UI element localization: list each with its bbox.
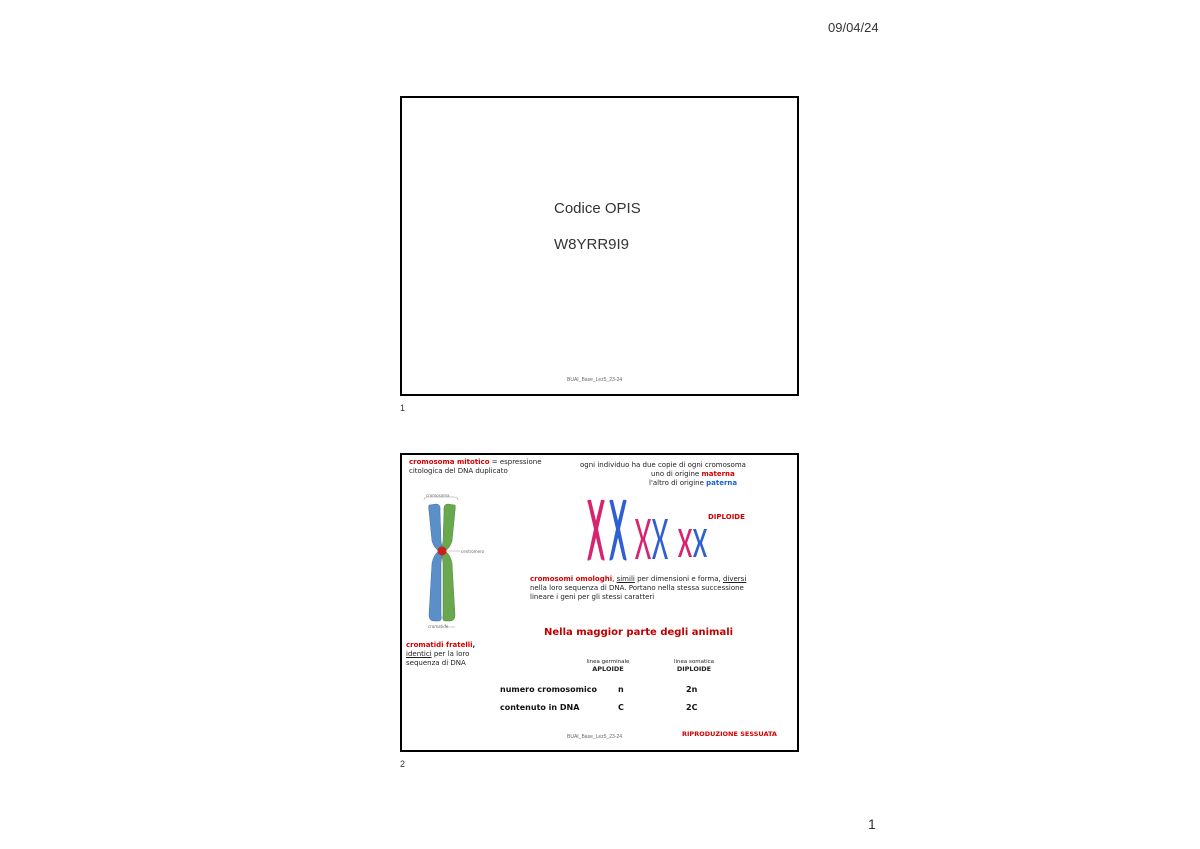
table-row (500, 685, 697, 694)
print-date: 09/04/24 (828, 20, 879, 35)
identical-word: identici (406, 650, 432, 658)
slide-2 (400, 453, 799, 752)
row-diploid-value: 2C (686, 703, 698, 712)
homologous-line2: nella loro sequenza di DNA. Portano nella stessa successione (530, 584, 744, 592)
animals-heading: Nella maggior parte degli animali (544, 627, 734, 638)
sexual-reproduction-label: RIPRODUZIONE SESSUATA (682, 730, 777, 738)
row-haploid-value: n (618, 685, 624, 694)
somatic-line-label: linea somatica (673, 659, 715, 665)
page-number: 1 (868, 816, 876, 832)
copies-line1: ogni individuo ha due copie di ogni cromosoma (580, 461, 746, 469)
slide-number: 1 (400, 403, 406, 413)
chromatid-left (429, 504, 443, 621)
chromatid-right (441, 504, 455, 621)
slide-number: 2 (400, 759, 406, 769)
mitotic-chromosome-term: cromosoma mitotico (409, 458, 490, 466)
homologous-line1: cromosomi omologhi, simili per dimensioni e forma, diversi (530, 575, 747, 583)
copies-line3: l'altro di origine paterna (649, 479, 738, 487)
row-haploid-value: C (618, 703, 624, 712)
different-word: diversi (722, 575, 747, 583)
row-label: contenuto in DNA (500, 703, 580, 712)
table-col-haploid-header (578, 659, 638, 673)
slide-footer: BUAI_Base_Lez5_23-24 (567, 734, 623, 740)
slide-footer: BUAI_Base_Lez5_23-24 (567, 377, 623, 383)
mitotic-chromosome-line2: citologica del DNA duplicato (409, 467, 508, 475)
copies-text (580, 461, 790, 488)
figure-label-chromatid: cromatide (428, 624, 449, 629)
similar-word: simili (616, 575, 635, 583)
germline-label: linea germinale (586, 659, 630, 665)
slide-1 (400, 96, 799, 396)
homologous-line3: lineare i geni per gli stessi caratteri (530, 593, 655, 601)
row-label: numero cromosomico (500, 685, 597, 694)
table-row (500, 703, 697, 712)
sister-chromatids-term: cromatidi fratelli (406, 641, 473, 649)
maternal-word: materna (701, 470, 735, 478)
sister-rest: per la loro (431, 650, 470, 658)
table-col-diploid-header (664, 659, 724, 673)
chromosome-figure (408, 491, 496, 629)
chromosome-pair-medium (635, 519, 668, 559)
homologous-term: cromosomi omologhi (530, 575, 613, 583)
centromere (438, 547, 447, 556)
figure-label-chromosome: cromosoma (426, 493, 450, 498)
sister-comma: , (472, 641, 476, 649)
diploid-label: DIPLOIDE (708, 513, 745, 521)
mitotic-chromosome-rest: = espressione (489, 458, 542, 466)
homologous-pairs-figure (584, 497, 714, 565)
diploid-type-label: DIPLOIDE (676, 665, 712, 673)
mitotic-chromosome-text (409, 458, 549, 476)
sister-chromatids-text (406, 641, 502, 668)
row-diploid-value: 2n (686, 685, 698, 694)
homologous-text (530, 575, 795, 602)
haploid-label: APLOIDE (592, 665, 624, 673)
copies-line2: uno di origine materna (651, 470, 735, 478)
chromosome-pair-small (678, 529, 707, 557)
figure-label-centromere: centromero (461, 549, 485, 554)
chromosome-pair-large (587, 500, 626, 561)
paternal-word: paterna (706, 479, 738, 487)
slide-title: Codice OPIS (554, 200, 641, 217)
sister-line3: sequenza di DNA (406, 659, 466, 667)
opis-code: W8YRR9I9 (554, 236, 630, 253)
